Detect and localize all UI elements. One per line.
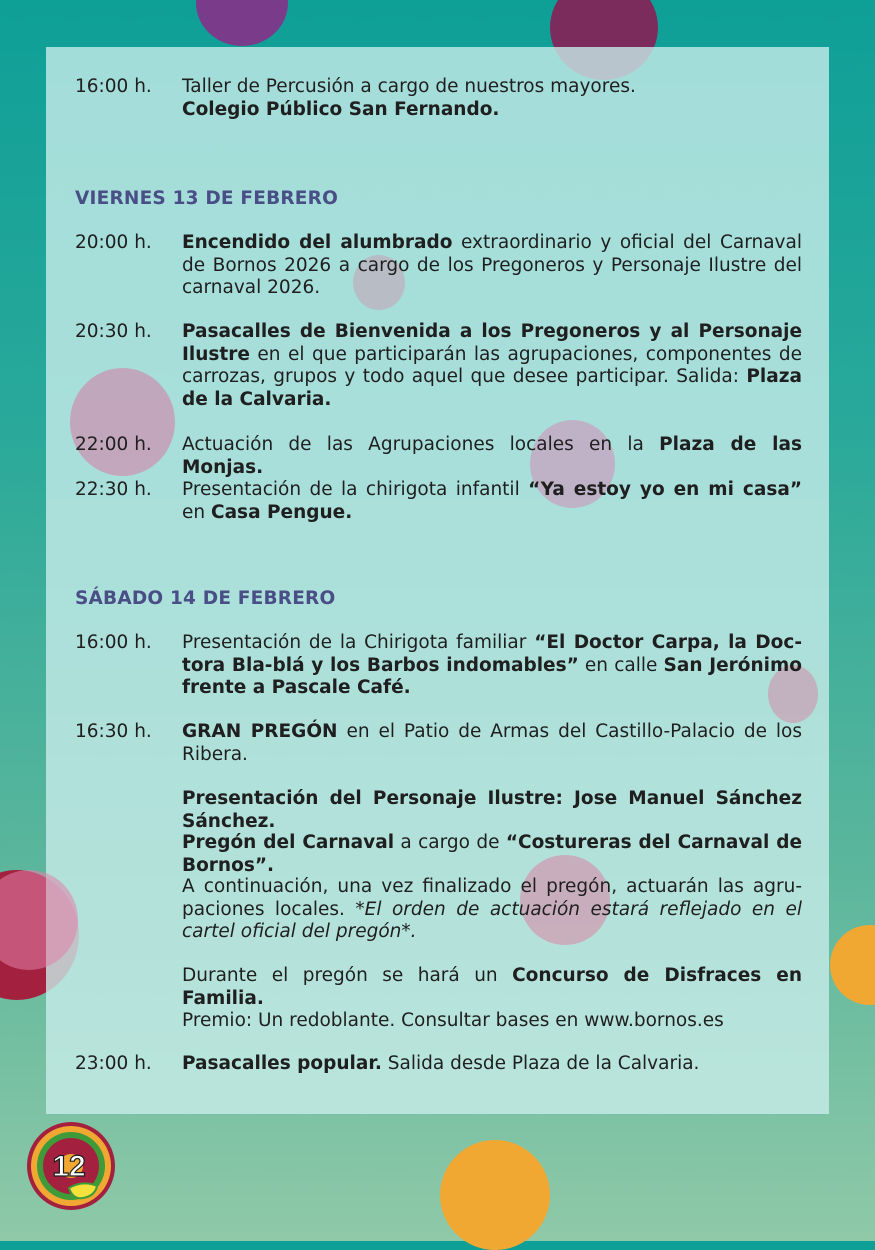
text: Salida desde Plaza de la Calvaria.	[381, 1053, 700, 1074]
bold-text: Presentación del Personaje Ilustre: Jose Manuel Sánchez Sánchez.	[182, 788, 802, 832]
event-description	[182, 76, 802, 121]
event-description	[182, 479, 802, 524]
page-number: 12	[52, 1150, 86, 1183]
text: en el que participarán las agrupaciones, componentes de carrozas, grupos y todo aquel que desee participar. Salida:	[182, 343, 802, 387]
bold-text: “Costureras del Carnaval de Bornos”.	[182, 832, 802, 876]
text: Actuación de las Agrupaciones locales en la	[182, 434, 660, 455]
event-time: 20:00 h.	[75, 232, 152, 253]
text: Premio: Un redoblante. Consultar bases en www.bornos.es	[182, 1010, 724, 1031]
day-heading: VIERNES 13 DE FEBRERO	[75, 188, 339, 209]
bold-text: Pasacalles popular.	[182, 1053, 382, 1074]
text: Presentación de la chirigota infantil	[182, 479, 529, 500]
event-description	[182, 721, 802, 766]
bold-text: San Jerónimo frente a Pascale Café.	[182, 654, 802, 698]
text: en calle	[578, 654, 664, 676]
event-time: 16:30 h.	[75, 721, 152, 742]
event-description	[182, 965, 802, 1010]
event-description	[182, 788, 802, 833]
event-description	[182, 321, 802, 411]
text: en	[182, 501, 211, 523]
text: en el Patio de Armas del Castillo-Palacio de los Ribera.	[182, 721, 802, 765]
bold-text: Pasacalles de Bienvenida a los Pregoneros y al Personaje Ilustre	[182, 321, 802, 365]
event-time: 22:00 h.	[75, 434, 152, 455]
text: Presentación de la Chirigota familiar	[182, 632, 535, 653]
text: a cargo de	[394, 832, 506, 853]
event-time: 23:00 h.	[75, 1053, 152, 1074]
event-description	[182, 876, 802, 944]
text: extraordinario y oficial del Carnaval de Bornos 2026 a cargo de los Pregoneros y Personaje Ilustre del carnaval 2026.	[182, 232, 802, 298]
bold-text: Encendido del alumbrado	[182, 232, 453, 253]
page-number-badge	[25, 1120, 117, 1212]
text: Durante el pregón se hará un	[182, 965, 513, 986]
italic-text: *El orden de actuación estará reflejado en el cartel oficial del pregón*.	[182, 898, 802, 942]
event-description	[182, 832, 802, 877]
bold-text: Colegio Público San Fernando.	[182, 98, 500, 120]
day-heading: SÁBADO 14 DE FEBRERO	[75, 588, 336, 609]
bold-text: Concurso de Disfraces en Familia.	[182, 965, 802, 1009]
bold-text: GRAN PREGÓN	[182, 721, 338, 742]
bold-text: Plaza de la Calvaria.	[182, 366, 802, 410]
text: A continuación, una vez finalizado el pregón, actuarán las agrupaciones locales.	[182, 876, 802, 920]
event-time: 20:30 h.	[75, 321, 152, 342]
event-description	[182, 434, 802, 479]
event-description	[182, 1010, 802, 1033]
event-description	[182, 1053, 802, 1076]
bold-text: “El Doctor Carpa, la Doctora Bla-blá y los Barbos indomables”	[182, 632, 803, 676]
text: Taller de Percusión a cargo de nuestros mayores.	[182, 76, 636, 97]
event-time: 16:00 h.	[75, 632, 152, 653]
bold-text: “Ya estoy yo en mi casa”	[528, 479, 802, 500]
event-description	[182, 632, 802, 700]
event-time: 16:00 h.	[75, 76, 152, 97]
event-description	[182, 232, 802, 300]
bold-text: Pregón del Carnaval	[182, 832, 395, 853]
event-time: 22:30 h.	[75, 479, 152, 500]
bold-text: Casa Pengue.	[211, 501, 353, 523]
bold-text: Plaza de las Monjas.	[182, 434, 802, 478]
